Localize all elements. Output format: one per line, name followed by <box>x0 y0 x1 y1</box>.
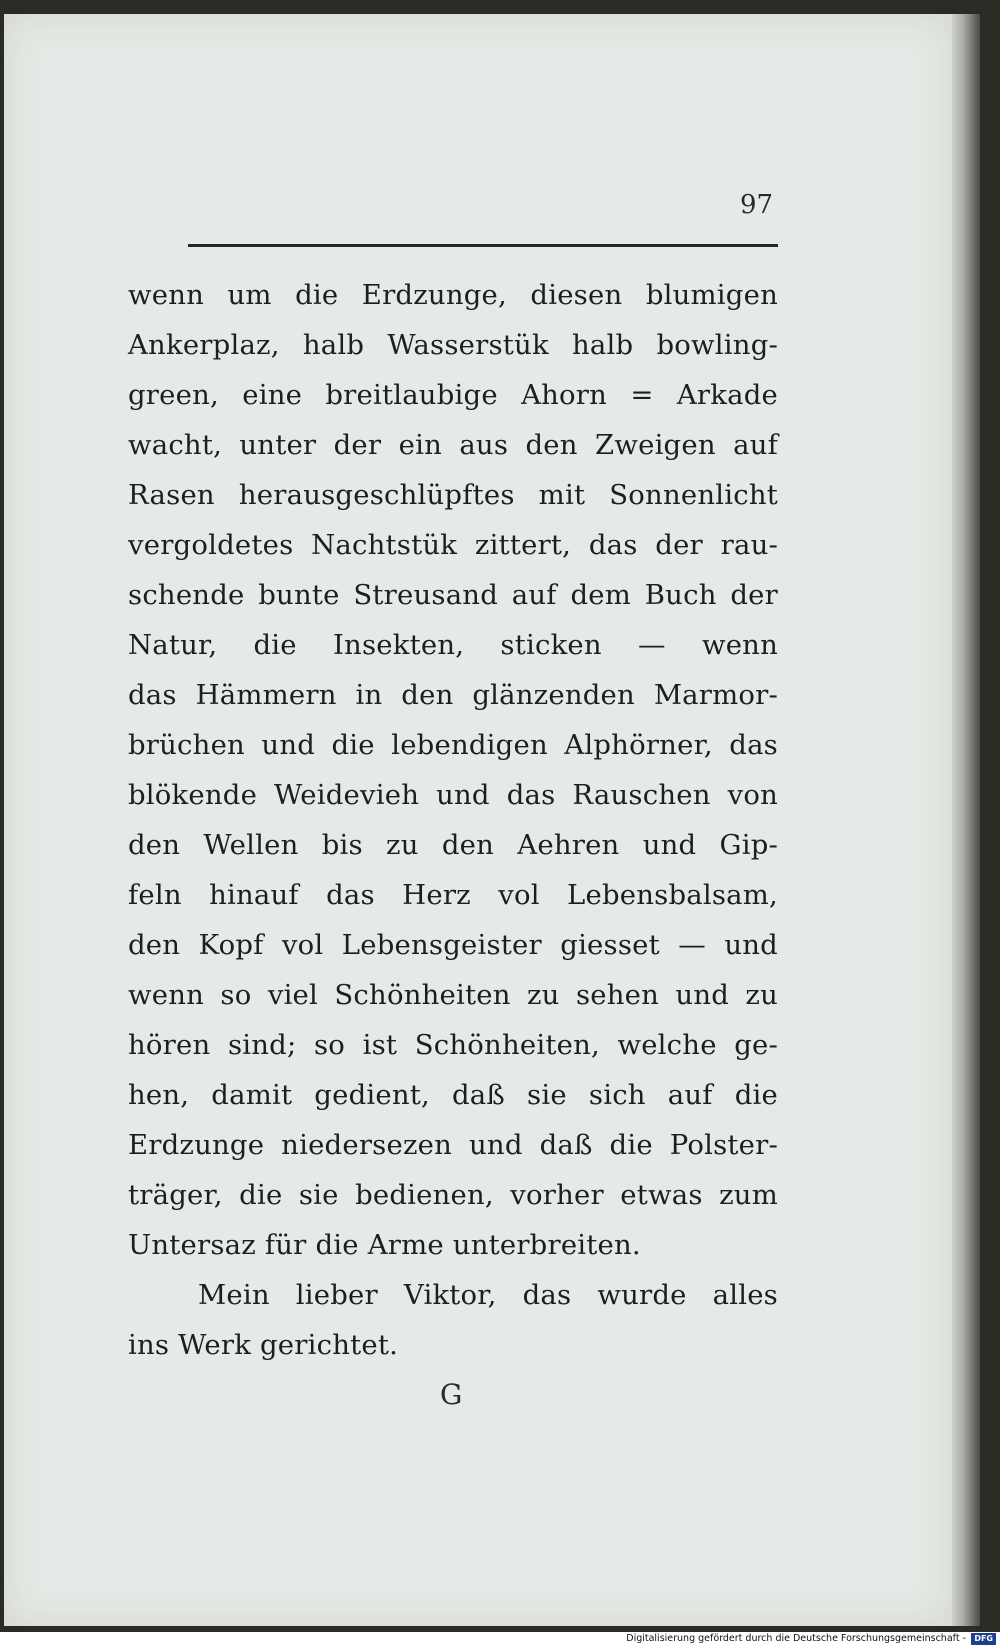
text-line: hören sind; so ist Schönheiten, welche ge- <box>128 1029 778 1061</box>
catchword: G <box>440 1378 463 1411</box>
text-line: ins Werk gerichtet. <box>128 1329 399 1361</box>
text-line: das Hämmern in den glänzenden Marmor- <box>128 679 778 711</box>
text-line: Untersaz für die Arme unterbreiten. <box>128 1229 641 1261</box>
text-line: Ankerplaz, halb Wasserstük halb bowling- <box>128 329 778 361</box>
text-line: hen, damit gedient, daß sie sich auf die <box>128 1079 778 1111</box>
body-text <box>128 270 778 1370</box>
text-line: Mein lieber Viktor, das wurde alles <box>198 1279 778 1311</box>
text-line: Natur, die Insekten, sticken — wenn <box>128 629 778 661</box>
text-line: brüchen und die lebendigen Alphörner, das <box>128 729 778 761</box>
page-number: 97 <box>740 190 774 220</box>
text-line: blökende Weidevieh und das Rauschen von <box>128 779 778 811</box>
header-rule <box>188 244 778 247</box>
text-line: Rasen herausgeschlüpftes mit Sonnenlicht <box>128 479 778 511</box>
text-line: vergoldetes Nachtstük zittert, das der rau- <box>128 529 778 561</box>
text-line: schende bunte Streusand auf dem Buch der <box>128 579 778 611</box>
text-line: den Kopf vol Lebensgeister giesset — und <box>128 929 778 961</box>
digitization-credit: Digitalisierung gefördert durch die Deutsche Forschungsgemeinschaft - <box>626 1633 966 1644</box>
text-line: wenn um die Erdzunge, diesen blumigen <box>128 279 778 311</box>
text-line: feln hinauf das Herz vol Lebensbalsam, <box>128 879 778 911</box>
text-line: den Wellen bis zu den Aehren und Gip- <box>128 829 778 861</box>
text-line: wenn so viel Schönheiten zu sehen und zu <box>128 979 778 1011</box>
text-line: green, eine breitlaubige Ahorn = Arkade <box>128 379 778 411</box>
dfg-logo: DFG <box>971 1633 996 1645</box>
text-line: wacht, unter der ein aus den Zweigen auf <box>128 429 778 461</box>
text-line: träger, die sie bedienen, vorher etwas zum <box>128 1179 778 1211</box>
text-line: Erdzunge niedersezen und daß die Polster- <box>128 1129 778 1161</box>
page-edge <box>952 14 980 1626</box>
